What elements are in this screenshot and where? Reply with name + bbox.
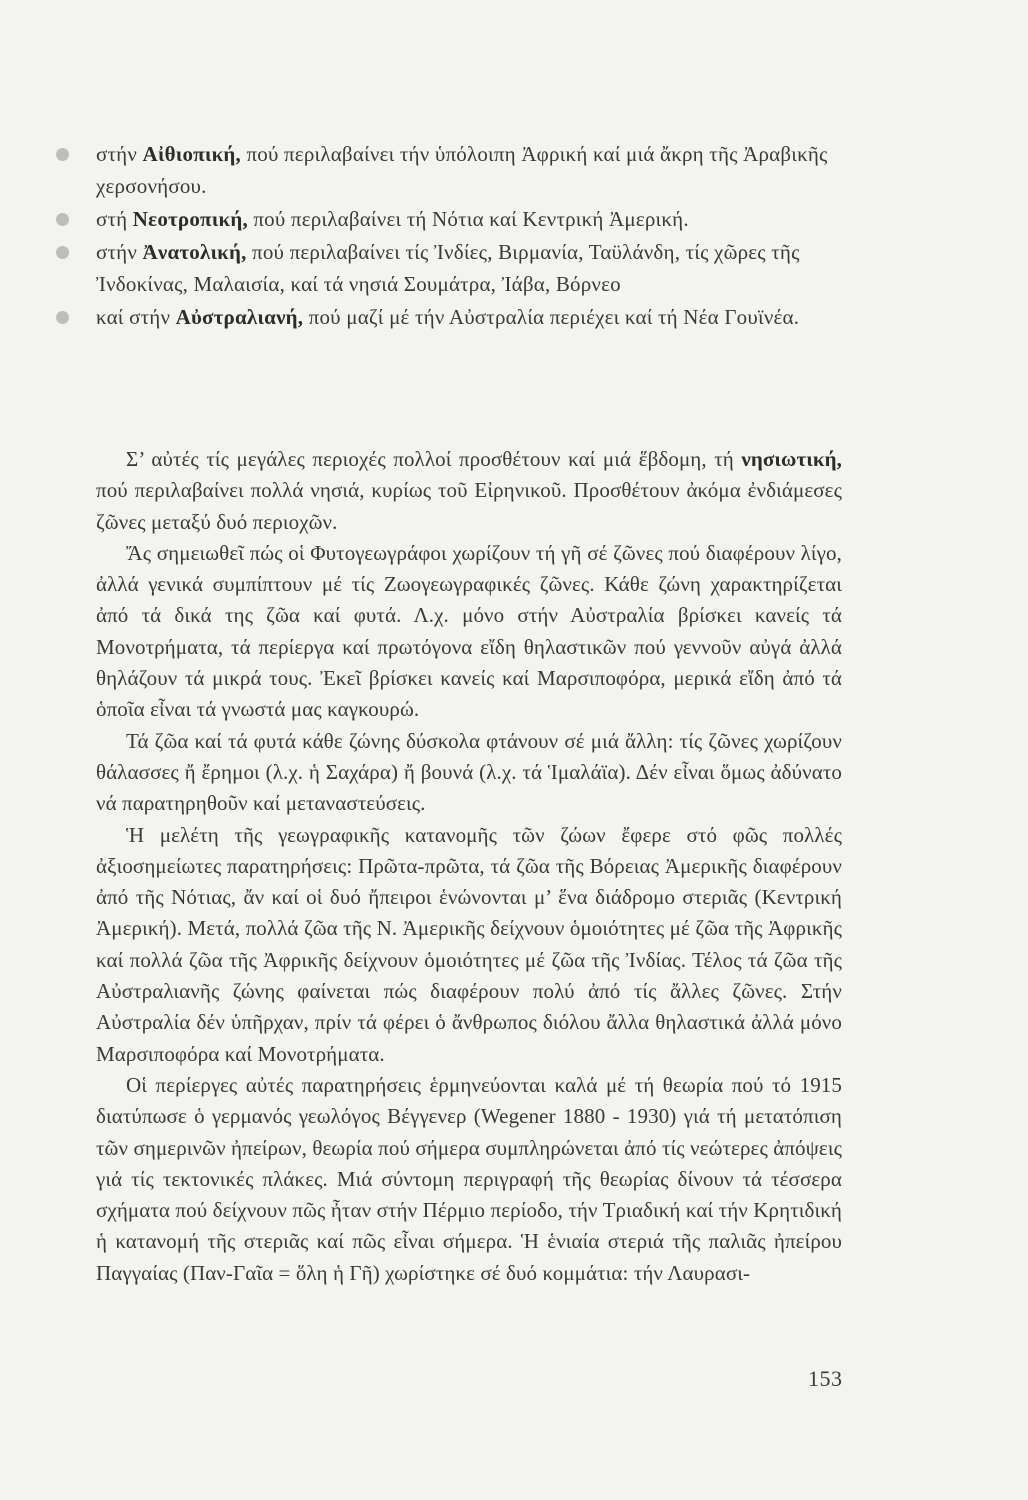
list-item-text: πού περιλαβαίνει τήν ὑπόλοιπη Ἀφρική καί μιά ἄκρη τῆς Ἀραβικῆς χερσονήσου.	[96, 142, 828, 198]
bullet-icon	[56, 148, 69, 161]
list-item-text: πού περιλαβαίνει τίς Ἰνδίες, Βιρμανία, Ταϋλάνδη, τίς χῶρες τῆς Ἰνδοκίνας, Μαλαισία, καί τά νησιά Σουμάτρα, Ἰάβα, Βόρνεο	[96, 240, 800, 296]
region-name: νησιωτική,	[741, 447, 842, 471]
list-item-prefix: στήν	[96, 240, 143, 264]
paragraph: Ἄς σημειωθεῖ πώς οἱ Φυτογεωγράφοι χωρίζουν τή γῆ σέ ζῶνες πού διαφέρουν λίγο, ἀλλά γενικά συμπίπτουν μέ τίς Ζωογεωγραφικές ζῶνες. Κάθε ζώνη χαρακτηρίζεται ἀπό τά δικά της ζῶα καί φυτά. Λ.χ. μόνο στήν Αὐστραλία βρίσκει κανείς τά Μονοτρήματα, τά περίεργα καί πρωτόγονα εἴδη θηλαστικῶν πού γεννοῦν αὐγά ἀλλά θηλάζουν τά μικρά τους. Ἐκεῖ βρίσκει κανείς καί Μαρσιποφόρα, μερικά εἴδη ἀπό τά ὁποῖα εἶναι τά γνωστά μας καγκουρώ.	[96, 540, 842, 722]
paragraph: Οἱ περίεργες αὐτές παρατηρήσεις ἑρμηνεύονται καλά μέ τή θεωρία πού τό 1915 διατύπωσε ὁ γερμανός γεωλόγος Βέγγενερ (Wegener 1880 - 1930) γιά τή μετατόπιση τῶν σημερινῶν ἠπείρων, θεωρία πού σήμερα συμπληρώνεται ἀπό τίς νεώτερες ἀπόψεις γιά τίς τεκτονικές πλάκες. Μιά σύντομη περιγραφή τῆς θεωρίας δίνουν τά τέσσερα σχήματα πού δείχνουν πῶς ἦταν στήν Πέρμιο περίοδο, τήν Τριαδική καί τήν Κρητιδική ἡ κατανομή τῆς στεριᾶς καί πῶς εἶναι σήμερα. Ἡ ἑνιαία στεριά τῆς παλιᾶς ἠπείρου Παγγαίας (Παν-Γαῖα = ὅλη ἡ Γῆ) χωρίστηκε σέ δυό κομμάτια: τήν Λαυρασι-	[96, 1072, 842, 1285]
page-number: 153	[808, 1366, 843, 1391]
region-name: Αἰθιοπική,	[142, 142, 241, 166]
paragraph-text: πού περιλαβαίνει πολλά νησιά, κυρίως τοῦ Εἰρηνικοῦ. Προσθέτουν ἀκόμα ἐνδιάμεσες ζῶνες μεταξύ δυό περιοχῶν.	[96, 478, 842, 534]
list-item-prefix: στήν	[96, 142, 143, 166]
paragraph: Τά ζῶα καί τά φυτά κάθε ζώνης δύσκολα φτάνουν σέ μιά ἄλλη: τίς ζῶνες χωρίζουν θάλασσες ἤ ἔρημοι (λ.χ. ἡ Σαχάρα) ἤ βουνά (λ.χ. τά Ἱμαλάϊα). Δέν εἶναι ὅμως ἀδύνατο νά παρατηρηθοῦν καί μεταναστεύσεις.	[96, 728, 842, 816]
bullet-icon	[56, 246, 69, 259]
region-name: Αὐστραλιανή,	[175, 305, 304, 329]
list-item	[56, 138, 856, 202]
region-name: Νεοτροπική,	[132, 207, 248, 231]
region-name: Ἀνατολική,	[142, 240, 247, 264]
paragraph: Ἡ μελέτη τῆς γεωγραφικῆς κατανομῆς τῶν ζώων ἔφερε στό φῶς πολλές ἀξιοσημείωτες παρατηρήσεις: Πρῶτα-πρῶτα, τά ζῶα τῆς Βόρειας Ἀμερικῆς διαφέρουν ἀπό τῆς Νότιας, ἄν καί οἱ δυό ἤπειροι ἑνώνονται μ’ ἕνα διάδρομο στεριᾶς (Κεντρική Ἀμερική). Μετά, πολλά ζῶα τῆς Ν. Ἀμερικῆς δείχνουν ὁμοιότητες μέ ζῶα τῆς Ἀφρικῆς καί πολλά ζῶα τῆς Ἀφρικῆς δείχνουν ὁμοιότητες μέ ζῶα τῆς Ἰνδίας. Τέλος τά ζῶα τῆς Αὐστραλιανῆς ζώνης φαίνεται πώς διαφέρουν πολύ ἀπό τίς ἄλλες ζῶνες. Στήν Αὐστραλία δέν ὑπῆρχαν, πρίν τά φέρει ὁ ἄνθρωπος διόλου ἄλλα θηλαστικά ἀλλά μόνο Μαρσιποφόρα καί Μονοτρήματα.	[96, 822, 842, 1066]
list-item-text: πού περιλαβαίνει τή Νότια καί Κεντρική Ἀμερική.	[247, 207, 689, 231]
list-item-prefix: καί στήν	[96, 305, 176, 329]
bullet-icon	[56, 213, 69, 226]
list-item	[56, 301, 856, 333]
zoogeographic-regions-list	[56, 138, 856, 333]
paragraph	[96, 444, 842, 538]
list-item-prefix: στή	[96, 207, 133, 231]
list-item	[56, 203, 856, 235]
list-item-text: πού μαζί μέ τήν Αὐστραλία περιέχει καί τή Νέα Γουϊνέα.	[303, 305, 800, 329]
body-text	[96, 444, 842, 1289]
bullet-icon	[56, 311, 69, 324]
paragraph-text: Σ’ αὐτές τίς μεγάλες περιοχές πολλοί προσθέτουν καί μιά ἕβδομη, τή	[126, 447, 742, 471]
list-item	[56, 236, 856, 300]
